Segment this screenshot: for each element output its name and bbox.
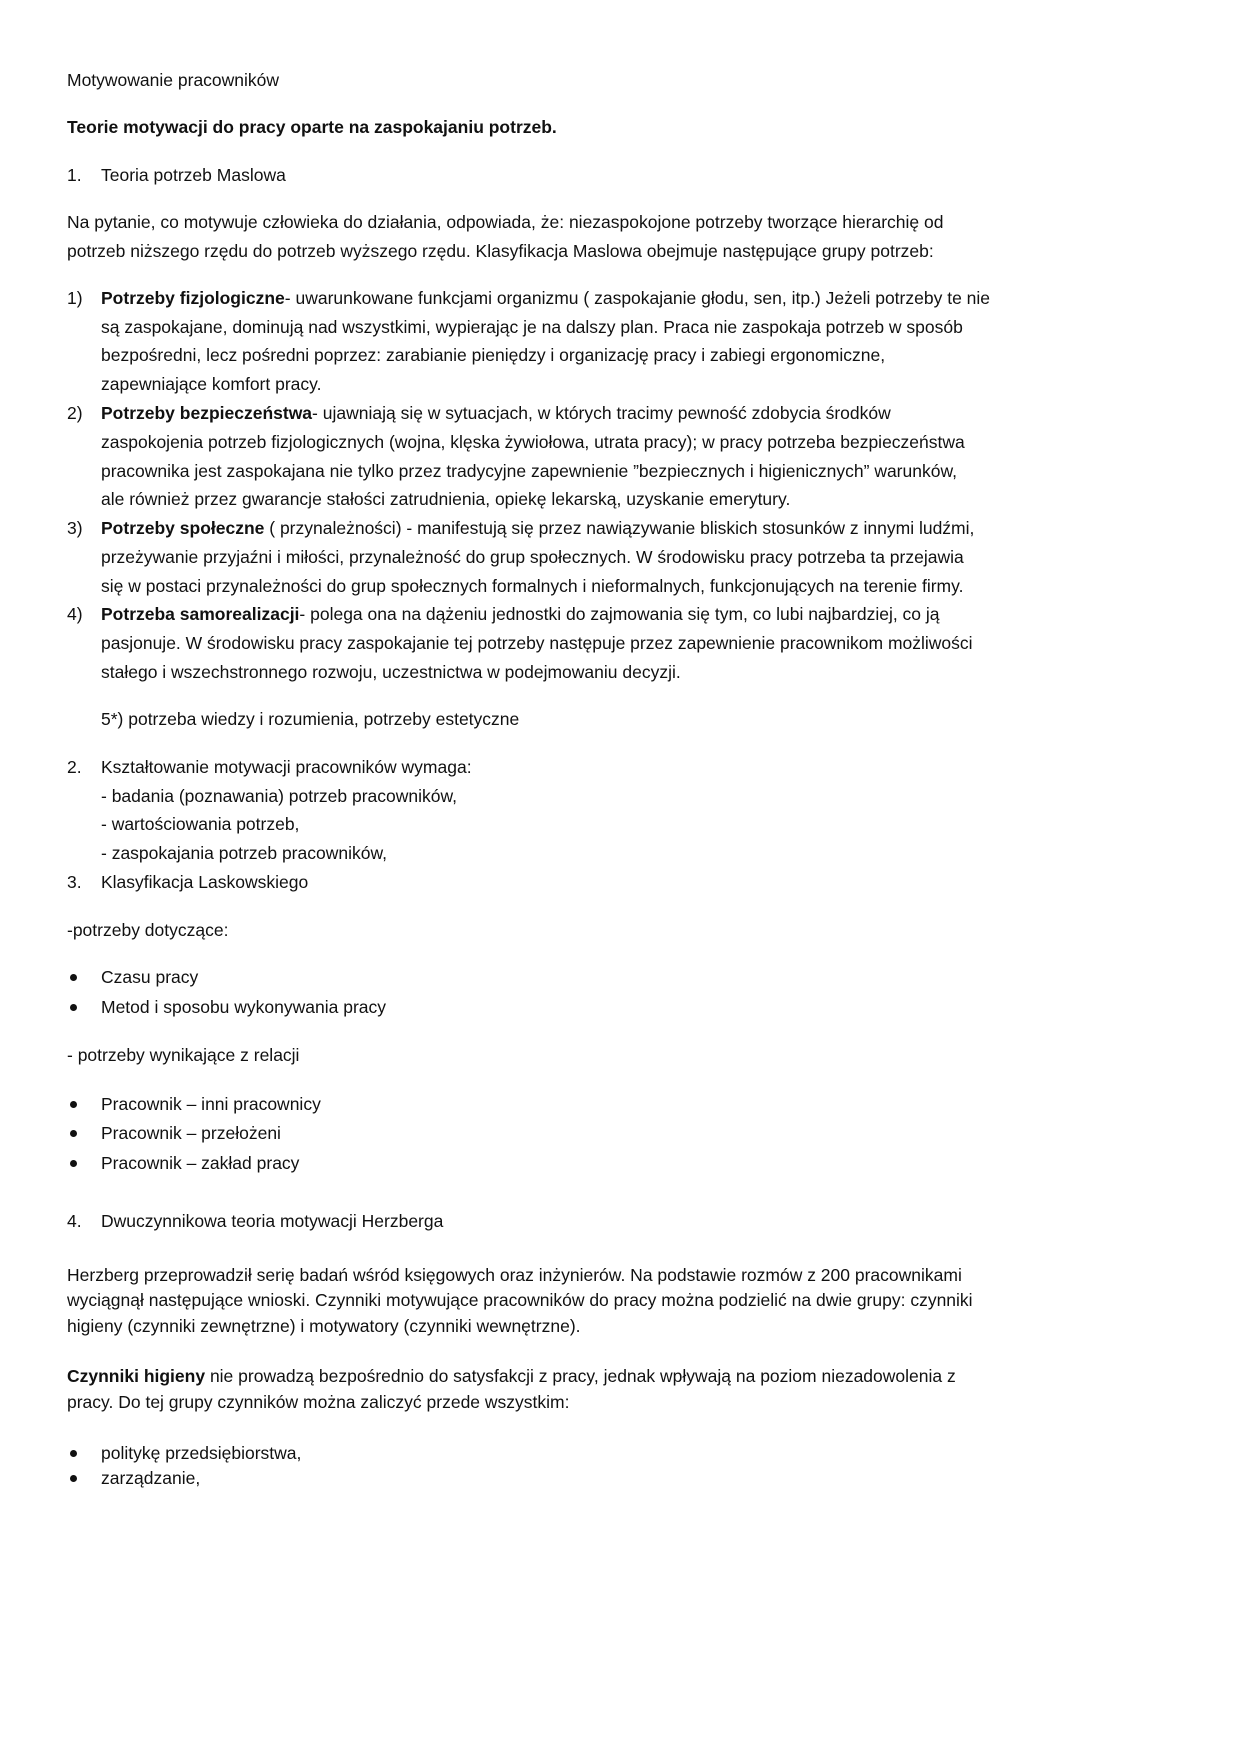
list-item-line: pasjonuje. W środowisku pracy zaspokajanie tej potrzeby następuje przez zapewnienie pracownikom możliwości <box>101 633 973 653</box>
paragraph-line: higieny (czynniki zewnętrzne) i motywatory (czynniki wewnętrzne). <box>67 1316 581 1336</box>
text: - uwarunkowane funkcjami organizmu ( zaspokajanie głodu, sen, itp.) Jeżeli potrzeby te nie <box>284 288 991 308</box>
term: Potrzeba samorealizacji <box>101 604 300 624</box>
list-number: 2. <box>67 757 82 777</box>
list-number: 3) <box>67 518 83 538</box>
bullet-item: Pracownik – zakład pracy <box>101 1153 300 1173</box>
list-item-line: przeżywanie przyjaźni i miłości, przynależność do grup społecznych. W środowisku pracy potrzeba ta przejawia <box>101 547 964 567</box>
section-3-title: Klasyfikacja Laskowskiego <box>101 872 309 892</box>
list-number: 3. <box>67 872 82 892</box>
list-item-line <box>101 401 891 425</box>
bullet-item: politykę przedsiębiorstwa, <box>101 1443 302 1463</box>
paragraph-line: potrzeb niższego rzędu do potrzeb wyższego rzędu. Klasyfikacja Maslowa obejmuje następujące grupy potrzeb: <box>67 241 934 261</box>
paragraph-line: pracy. Do tej grupy czynników można zaliczyć przede wszystkim: <box>67 1392 570 1412</box>
bullet-icon <box>70 1130 77 1137</box>
list-item-line: się w postaci przynależności do grup społecznych formalnych i nieformalnych, funkcjonujących na terenie firmy. <box>101 576 964 596</box>
group-label: - potrzeby wynikające z relacji <box>67 1045 300 1065</box>
list-item-line: ale również przez gwarancje stałości zatrudnienia, opiekę lekarską, uzyskanie emerytury. <box>101 489 791 509</box>
list-item-line: są zaspokajane, dominują nad wszystkimi, wypierając je na dalszy plan. Praca nie zaspokaja potrzeb w sposób <box>101 317 963 337</box>
list-item-line: pracownika jest zaspokajana nie tylko przez tradycyjne zapewnienie ”bezpiecznych i higienicznych” warunków, <box>101 461 957 481</box>
list-number: 1. <box>67 165 82 185</box>
text: - ujawniają się w sytuacjach, w których tracimy pewność zdobycia środków <box>312 403 891 423</box>
list-number: 4) <box>67 604 83 624</box>
dash-item: - badania (poznawania) potrzeb pracowników, <box>101 786 458 806</box>
text: nie prowadzą bezpośrednio do satysfakcji z pracy, jednak wpływają na poziom niezadowolenia z <box>205 1366 956 1386</box>
bullet-item: zarządzanie, <box>101 1468 201 1488</box>
paragraph-line: Na pytanie, co motywuje człowieka do działania, odpowiada, że: niezaspokojone potrzeby tworzące hierarchię od <box>67 212 944 232</box>
list-item-line <box>101 286 990 310</box>
document-title: Motywowanie pracowników <box>67 70 280 90</box>
text: - polega ona na dążeniu jednostki do zajmowania się tym, co lubi najbardziej, co ją <box>299 604 940 624</box>
bullet-icon <box>70 1004 77 1011</box>
need-5-line: 5*) potrzeba wiedzy i rozumienia, potrzeby estetyczne <box>101 709 520 729</box>
list-item-line <box>101 602 940 626</box>
text: ( przynależności) - manifestują się przez nawiązywanie bliskich stosunków z innymi ludźmi, <box>264 518 975 538</box>
term: Potrzeby społeczne <box>101 518 265 538</box>
section-1-title: Teoria potrzeb Maslowa <box>101 165 286 185</box>
list-item-line: zapewniające komfort pracy. <box>101 374 322 394</box>
list-item-line <box>101 516 974 540</box>
bullet-item: Pracownik – inni pracownicy <box>101 1094 321 1114</box>
bullet-item: Czasu pracy <box>101 967 199 987</box>
bullet-icon <box>70 1160 77 1167</box>
section-2-title: Kształtowanie motywacji pracowników wymaga: <box>101 757 472 777</box>
bullet-item: Pracownik – przełożeni <box>101 1123 281 1143</box>
list-number: 4. <box>67 1211 82 1231</box>
list-item-line: bezpośredni, lecz pośredni poprzez: zarabianie pieniędzy i organizację pracy i zabiegi ergonomiczne, <box>101 345 886 365</box>
section-4-title: Dwuczynnikowa teoria motywacji Herzberga <box>101 1211 444 1231</box>
bullet-icon <box>70 1450 77 1457</box>
bullet-item: Metod i sposobu wykonywania pracy <box>101 997 387 1017</box>
list-number: 1) <box>67 288 83 308</box>
paragraph-line <box>67 1364 956 1388</box>
section-heading: Teorie motywacji do pracy oparte na zaspokajaniu potrzeb. <box>67 117 557 137</box>
dash-item: - wartościowania potrzeb, <box>101 814 300 834</box>
list-item-line: stałego i wszechstronnego rozwoju, uczestnictwa w podejmowaniu decyzji. <box>101 662 681 682</box>
group-label: -potrzeby dotyczące: <box>67 920 229 940</box>
term: Potrzeby fizjologiczne <box>101 288 285 308</box>
bullet-icon <box>70 1475 77 1482</box>
term: Potrzeby bezpieczeństwa <box>101 403 313 423</box>
paragraph-line: Herzberg przeprowadził serię badań wśród księgowych oraz inżynierów. Na podstawie rozmów z 200 pracownikami <box>67 1265 962 1285</box>
term: Czynniki higieny <box>67 1366 206 1386</box>
list-item-line: zaspokojenia potrzeb fizjologicznych (wojna, klęska żywiołowa, utrata pracy); w pracy potrzeba bezpieczeństwa <box>101 432 965 452</box>
bullet-icon <box>70 1101 77 1108</box>
dash-item: - zaspokajania potrzeb pracowników, <box>101 843 387 863</box>
bullet-icon <box>70 974 77 981</box>
list-number: 2) <box>67 403 83 423</box>
paragraph-line: wyciągnął następujące wnioski. Czynniki motywujące pracowników do pracy można podzielić na dwie grupy: czynniki <box>67 1290 973 1310</box>
